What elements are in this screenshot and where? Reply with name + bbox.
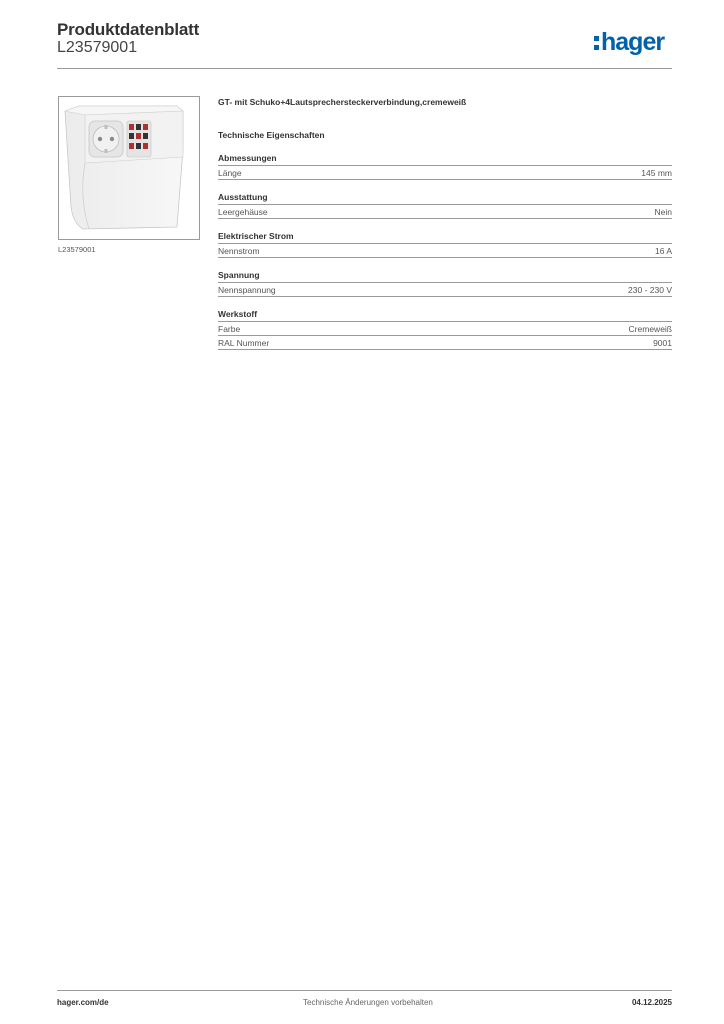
property-row xyxy=(218,322,672,336)
page-title: Produktdatenblatt xyxy=(57,20,200,39)
property-row xyxy=(218,336,672,350)
section-title: Spannung xyxy=(218,270,672,283)
product-code: L23579001 xyxy=(57,39,138,56)
property-label: Leergehäuse xyxy=(218,207,268,217)
section-equipment xyxy=(218,192,672,219)
property-value: Nein xyxy=(654,207,672,217)
property-row xyxy=(218,244,672,258)
socket-box-illustration-icon xyxy=(59,97,199,239)
section-dimensions xyxy=(218,153,672,180)
section-title: Werkstoff xyxy=(218,309,672,322)
property-label: Nennspannung xyxy=(218,285,276,295)
hager-logo[interactable] xyxy=(594,28,664,56)
property-value: 16 A xyxy=(654,246,672,256)
property-row xyxy=(218,283,672,297)
section-voltage xyxy=(218,270,672,297)
property-value: 145 mm xyxy=(641,168,672,178)
property-row xyxy=(218,166,672,180)
property-label: Länge xyxy=(218,168,242,178)
footer-notice: Technische Änderungen vorbehalten xyxy=(303,998,433,1007)
product-details xyxy=(218,97,672,350)
property-row xyxy=(218,205,672,219)
property-label: RAL Nummer xyxy=(218,338,270,348)
image-caption: L23579001 xyxy=(58,245,96,254)
product-image xyxy=(58,96,200,240)
footer-date: 04.12.2025 xyxy=(631,998,672,1007)
property-label: Farbe xyxy=(218,324,241,334)
section-material xyxy=(218,309,672,350)
section-title: Abmessungen xyxy=(218,153,672,166)
footer-divider xyxy=(57,990,672,991)
logo-dots-icon xyxy=(594,36,599,50)
section-electric-current xyxy=(218,231,672,258)
tech-properties-heading: Technische Eigenschaften xyxy=(218,130,325,140)
product-title: GT- mit Schuko+4Lautsprechersteckerverbindung,cremeweiß xyxy=(218,97,467,107)
footer-website-link[interactable]: hager.com/de xyxy=(57,998,109,1007)
property-value: 9001 xyxy=(653,338,672,348)
property-value: 230 - 230 V xyxy=(628,285,672,295)
header-divider xyxy=(57,68,672,69)
section-title: Elektrischer Strom xyxy=(218,231,672,244)
logo-text: hager xyxy=(601,28,665,56)
section-title: Ausstattung xyxy=(218,192,672,205)
property-label: Nennstrom xyxy=(218,246,260,256)
property-value: Cremeweiß xyxy=(628,324,672,334)
